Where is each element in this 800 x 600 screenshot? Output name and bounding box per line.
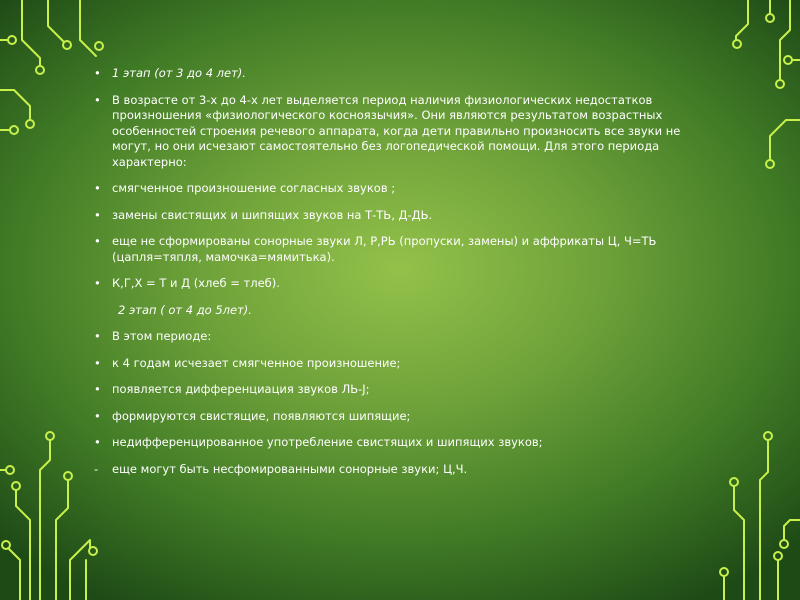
list-item (92, 234, 682, 265)
slide-content (92, 66, 682, 488)
list-item-text: В этом периоде: (112, 329, 212, 343)
stage-1-heading-text: 1 этап (от 3 до 4 лет). (112, 66, 246, 80)
bullet: • (94, 408, 101, 423)
list-item (92, 435, 682, 451)
stage-2-heading (92, 303, 682, 319)
bullet: • (94, 382, 101, 396)
list-item-text: еще не сформированы сонорные звуки Л, Р,РЬ (пропуски, замены) и аффрикаты Ц, Ч=ТЬ (цапля=тяпля, мамочка=мямитька). (112, 234, 657, 264)
stage-2-heading-text: 2 этап ( от 4 до 5лет). (118, 302, 252, 317)
bullet: • (94, 207, 101, 222)
list-item-text: замены свистящих и шипящих звуков на Т-ТЬ, Д-ДЬ. (112, 207, 433, 222)
list-item (92, 409, 682, 425)
bullet: • (94, 181, 101, 195)
bullet: • (94, 234, 101, 248)
list-item (92, 329, 682, 345)
list-item-text: В возрасте от 3-х до 4-х лет выделяется период наличия физиологических недостатков произношения «физиологического косноязычия». Они являются результатом возрастных особенностей строения речевого аппарата, когда дети правильно произносить все звуки не могут, но они исчезают самостоятельно без логопедической помощи. Для этого периода характерно: (112, 92, 681, 169)
list-item (92, 356, 682, 372)
list-item (92, 382, 682, 398)
stage-1-heading (92, 66, 682, 82)
list-item (92, 208, 682, 224)
list-item-text: формируются свистящие, появляются шипящие; (112, 408, 411, 423)
list-item (92, 181, 682, 197)
list-item (92, 462, 682, 478)
bullet: • (94, 66, 101, 80)
bullet: • (94, 92, 101, 107)
list-item-text: к 4 годам исчезает смягченное произношение; (112, 355, 401, 370)
list-item-text: К,Г,Х = Т и Д (хлеб = тлеб). (112, 276, 280, 290)
bullet: • (94, 435, 101, 449)
dash-bullet: - (94, 461, 99, 476)
list-item-text: появляется дифференциация звуков ЛЬ-J; (112, 382, 370, 396)
bullet: • (94, 355, 101, 370)
list-item (92, 276, 682, 292)
bullet: • (94, 276, 101, 290)
bullet: • (94, 329, 101, 343)
list-item-text: недифференцированное употребление свистящих и шипящих звуков; (112, 435, 543, 449)
list-item-text: смягченное произношение согласных звуков ; (112, 181, 396, 195)
list-item (92, 93, 682, 171)
list-item-text: еще могут быть несфомированными сонорные звуки; Ц,Ч. (112, 461, 468, 476)
